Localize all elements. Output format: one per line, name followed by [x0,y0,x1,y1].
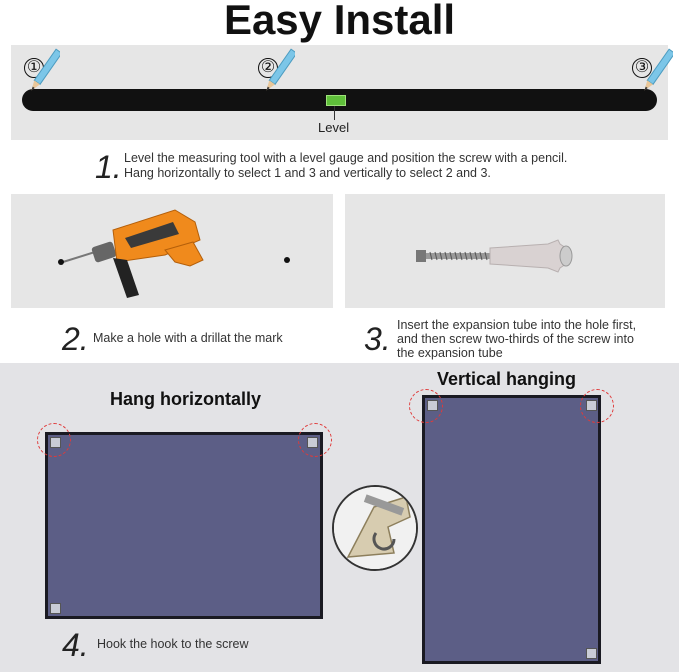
wall-hook-icon [50,603,61,614]
highlight-circle [37,423,71,457]
step-4-number: 4. [62,627,89,663]
heading-horizontal: Hang horizontally [110,389,262,409]
step-3-line-1: Insert the expansion tube into the hole first, [397,318,637,332]
step-2-number: 2. [62,321,89,357]
drill-icon [55,200,215,300]
step-1-line-1: Level the measuring tool with a level gauge and position the screw with a pencil. [124,151,568,165]
horizontal-frame [45,432,323,619]
step-4-line-1: Hook the hook to the screw [97,637,249,651]
step-3-line-2: and then screw two-thirds of the screw into [397,332,634,346]
step-3-number: 3. [364,321,391,357]
level-pointer [334,106,335,120]
pencil-icon [265,45,295,100]
expansion-tube-icon [488,236,578,276]
step-1-number: 1. [95,149,122,185]
hook-detail [332,485,418,571]
level-gauge-icon [326,95,346,106]
highlight-circle [298,423,332,457]
step-2-line-1: Make a hole with a drillat the mark [93,331,283,345]
drill-mark [284,257,290,263]
marker-2: ② [258,58,278,78]
step-1-line-2: Hang horizontally to select 1 and 3 and vertically to select 2 and 3. [124,166,491,180]
level-label: Level [318,120,350,135]
heading-vertical: Vertical hanging [437,369,577,389]
marker-1: ① [24,58,44,78]
wall-hook-icon [334,487,416,569]
marker-3: ③ [632,58,652,78]
vertical-frame [422,395,601,664]
pencil-icon [30,45,60,100]
pencil-icon [643,45,673,100]
highlight-circle [580,389,614,423]
wall-hook-icon [586,648,597,659]
page-title: Easy Install [223,0,456,43]
highlight-circle [409,389,443,423]
step-3-line-3: the expansion tube [397,346,503,360]
